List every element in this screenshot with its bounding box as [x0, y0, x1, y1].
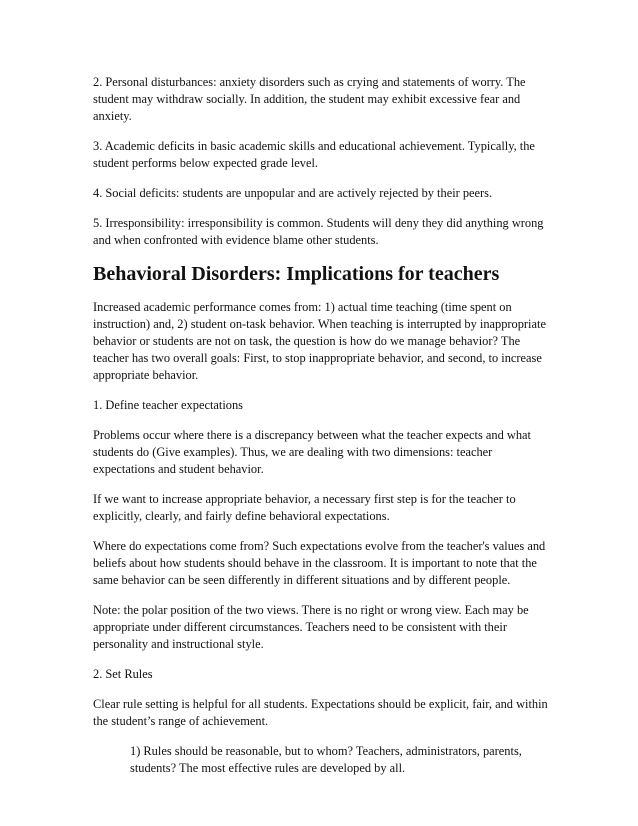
- paragraph-irresponsibility: 5. Irresponsibility: irresponsibility is common. Students will deny they did anything wrong and when confronted with evidence blame other students.: [93, 216, 544, 248]
- indented-rule-item: 1) Rules should be reasonable, but to whom? Teachers, administrators, parents, students? The most effective rules are developed by all.: [130, 744, 522, 776]
- paragraph-academic-deficits: 3. Academic deficits in basic academic skills and educational achievement. Typically, the student performs below expected grade level.: [93, 138, 535, 170]
- paragraph-social-deficits: 4. Social deficits: students are unpopular and are actively rejected by their peers.: [93, 185, 493, 200]
- document-body: [93, 74, 553, 777]
- paragraph-academic-performance: Increased academic performance comes from: 1) actual time teaching (time spent on instruction) and, 2) student on-task behavior. When teaching is interrupted by inappropriate behavior or students are not on task, the question is how do we manage behavior? The teacher has two overall goals: First, to stop inappropriate behavior, and second, to increase appropriate behavior.: [93, 300, 546, 382]
- paragraph-discrepancy: Problems occur where there is a discrepancy between what the teacher expects and what students do (Give examples). Thus, we are dealing with two dimensions: teacher expectations and student behavior.: [93, 428, 531, 476]
- paragraph-personal-disturbances: 2. Personal disturbances: anxiety disorders such as crying and statements of worry. The student may withdraw socially. In addition, the student may exhibit excessive fear and anxiety.: [93, 75, 526, 123]
- paragraph-expectations-origin: Where do expectations come from? Such expectations evolve from the teacher's values and beliefs about how students should behave in the classroom. It is important to note that the same behavior can be seen differently in different situations and by different people.: [93, 539, 546, 587]
- paragraph-first-step: If we want to increase appropriate behavior, a necessary first step is for the teacher to explicitly, clearly, and fairly define behavioral expectations.: [93, 492, 516, 523]
- subheading-define-expectations: 1. Define teacher expectations: [93, 397, 243, 412]
- subheading-set-rules: 2. Set Rules: [93, 666, 153, 681]
- paragraph-polar-position: Note: the polar position of the two views. There is no right or wrong view. Each may be appropriate under different circumstances. Teachers need to be consistent with their personality and instructional style.: [93, 603, 529, 651]
- section-heading: Behavioral Disorders: Implications for teachers: [93, 263, 500, 286]
- paragraph-rule-setting: Clear rule setting is helpful for all students. Expectations should be explicit, fair, and within the student’s range of achievement.: [93, 697, 548, 729]
